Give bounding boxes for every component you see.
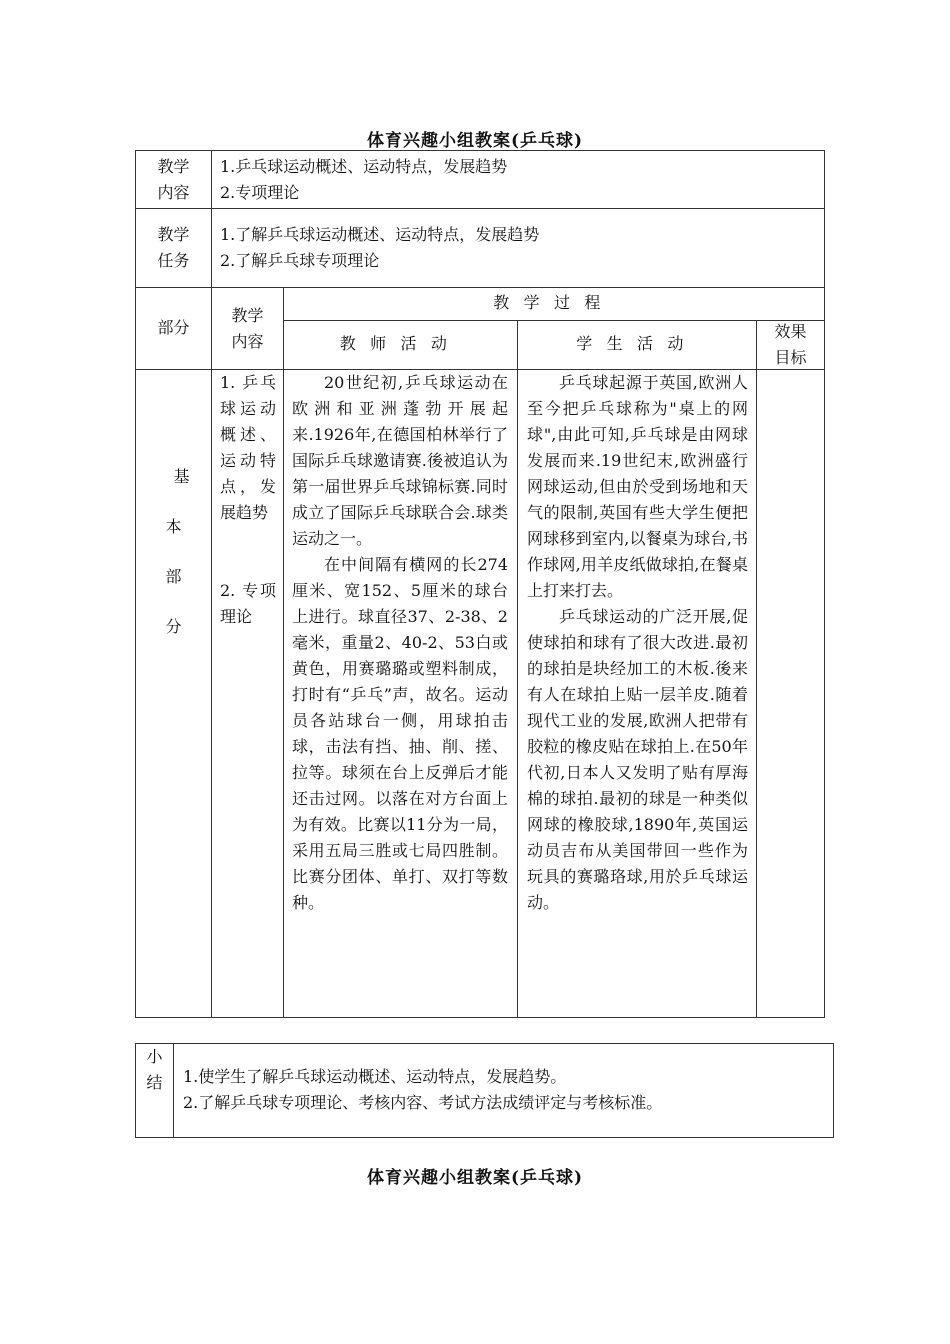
part-header: 部分 (157, 318, 190, 337)
table-divider (517, 320, 518, 1018)
table-border-top (135, 150, 824, 151)
content-items (220, 154, 820, 206)
list-item: 2. 专项理论 (220, 581, 276, 626)
table-border-right (824, 150, 825, 1018)
list-item: 1.乒乓球运动概述、运动特点，发展趋势 (220, 157, 508, 176)
table-divider (135, 287, 824, 288)
table-divider (173, 1043, 174, 1138)
table-divider (283, 320, 824, 321)
process-header: 教学过程 (493, 293, 615, 312)
tasks-label: 教学 任务 (157, 225, 190, 270)
table-border-bottom (135, 1137, 833, 1138)
tasks-items (220, 222, 820, 274)
list-item: 2.专项理论 (220, 183, 300, 202)
part-column: 基 本 部 分 (165, 467, 190, 636)
list-item: 2.了解乒乓球专项理论 (220, 251, 380, 270)
page-title: 体育兴趣小组教案(乒乓球) (366, 131, 584, 151)
table-border-right (833, 1043, 834, 1138)
student-activity (527, 370, 748, 916)
page-title-repeat: 体育兴趣小组教案(乒乓球) (366, 1168, 584, 1188)
paragraph: 乒乓球起源于英国,欧洲人至今把乒乓球称为"桌上的网球",由此可知,乒乓球是由网球发展而来.19世纪末,欧洲盛行网球运动,但由於受到场地和天气的限制,英国有些大学生便把网球移到室内,以餐桌为球台,书作球网,用羊皮纸做球拍,在餐桌上打来打去。 (527, 373, 748, 600)
table-divider (756, 320, 757, 1018)
student-header: 学生活动 (576, 334, 698, 353)
teach-content-header: 教学 内容 (231, 306, 264, 351)
table-divider (211, 287, 212, 1018)
content-label: 教学 内容 (157, 157, 190, 202)
table-border-bottom (135, 1017, 824, 1018)
effect-header: 效果 目标 (774, 322, 807, 367)
body-content-column (220, 370, 276, 630)
list-item: 1.了解乒乓球运动概述、运动特点，发展趋势 (220, 225, 540, 244)
table-divider (135, 208, 824, 209)
list-item: 2.了解乒乓球专项理论、考核内容、考试方法成绩评定与考核标准。 (183, 1093, 663, 1112)
list-item: 1. 乒乓球运动概述、运动特点，发展趋势 (220, 373, 276, 522)
paragraph: 在中间隔有横网的长274厘米、宽152、5厘米的球台上进行。球直径37、2-38、2毫米，重量2、40-2、53白或黄色，用赛璐璐或塑料制成，打时有“乒乓”声，故名。运动员各站球台一侧，用球拍击球，击法有挡、抽、削、搓、拉等。球须在台上反弹后才能还击过网。以落在对方台面上为有效。比赛以11分为一局，采用五局三胜或七局四胜制。比赛分团体、单打、双打等数种。 (292, 555, 508, 912)
summary-items (183, 1064, 823, 1116)
table-divider (283, 287, 284, 1018)
teacher-activity (292, 370, 508, 916)
teacher-header: 教师活动 (339, 334, 462, 353)
list-item: 1.使学生了解乒乓球运动概述、运动特点，发展趋势。 (183, 1067, 567, 1086)
table-divider (211, 150, 212, 287)
paragraph: 乒乓球运动的广泛开展,促使球拍和球有了很大改进.最初的球拍是块经加工的木板.後来有人在球拍上贴一层羊皮.随着现代工业的发展,欧洲人把带有胶粒的橡皮贴在球拍上.在50年代初,日本人又发明了贴有厚海棉的球拍.最初的球是一种类似网球的橡胶球,1890年,英国运动员吉布从美国带回一些作为玩具的赛璐珞球,用於乒乓球运动。 (527, 607, 748, 912)
table-border-top (135, 1043, 833, 1044)
summary-label: 小 结 (146, 1047, 163, 1092)
paragraph: 20世纪初,乒乓球运动在欧洲和亚洲蓬勃开展起来.1926年,在德国柏林举行了国际乒乓球邀请赛.後被追认为第一届世界乒乓球锦标赛.同时成立了国际乒乓球联合会.球类运动之一。 (292, 373, 508, 548)
